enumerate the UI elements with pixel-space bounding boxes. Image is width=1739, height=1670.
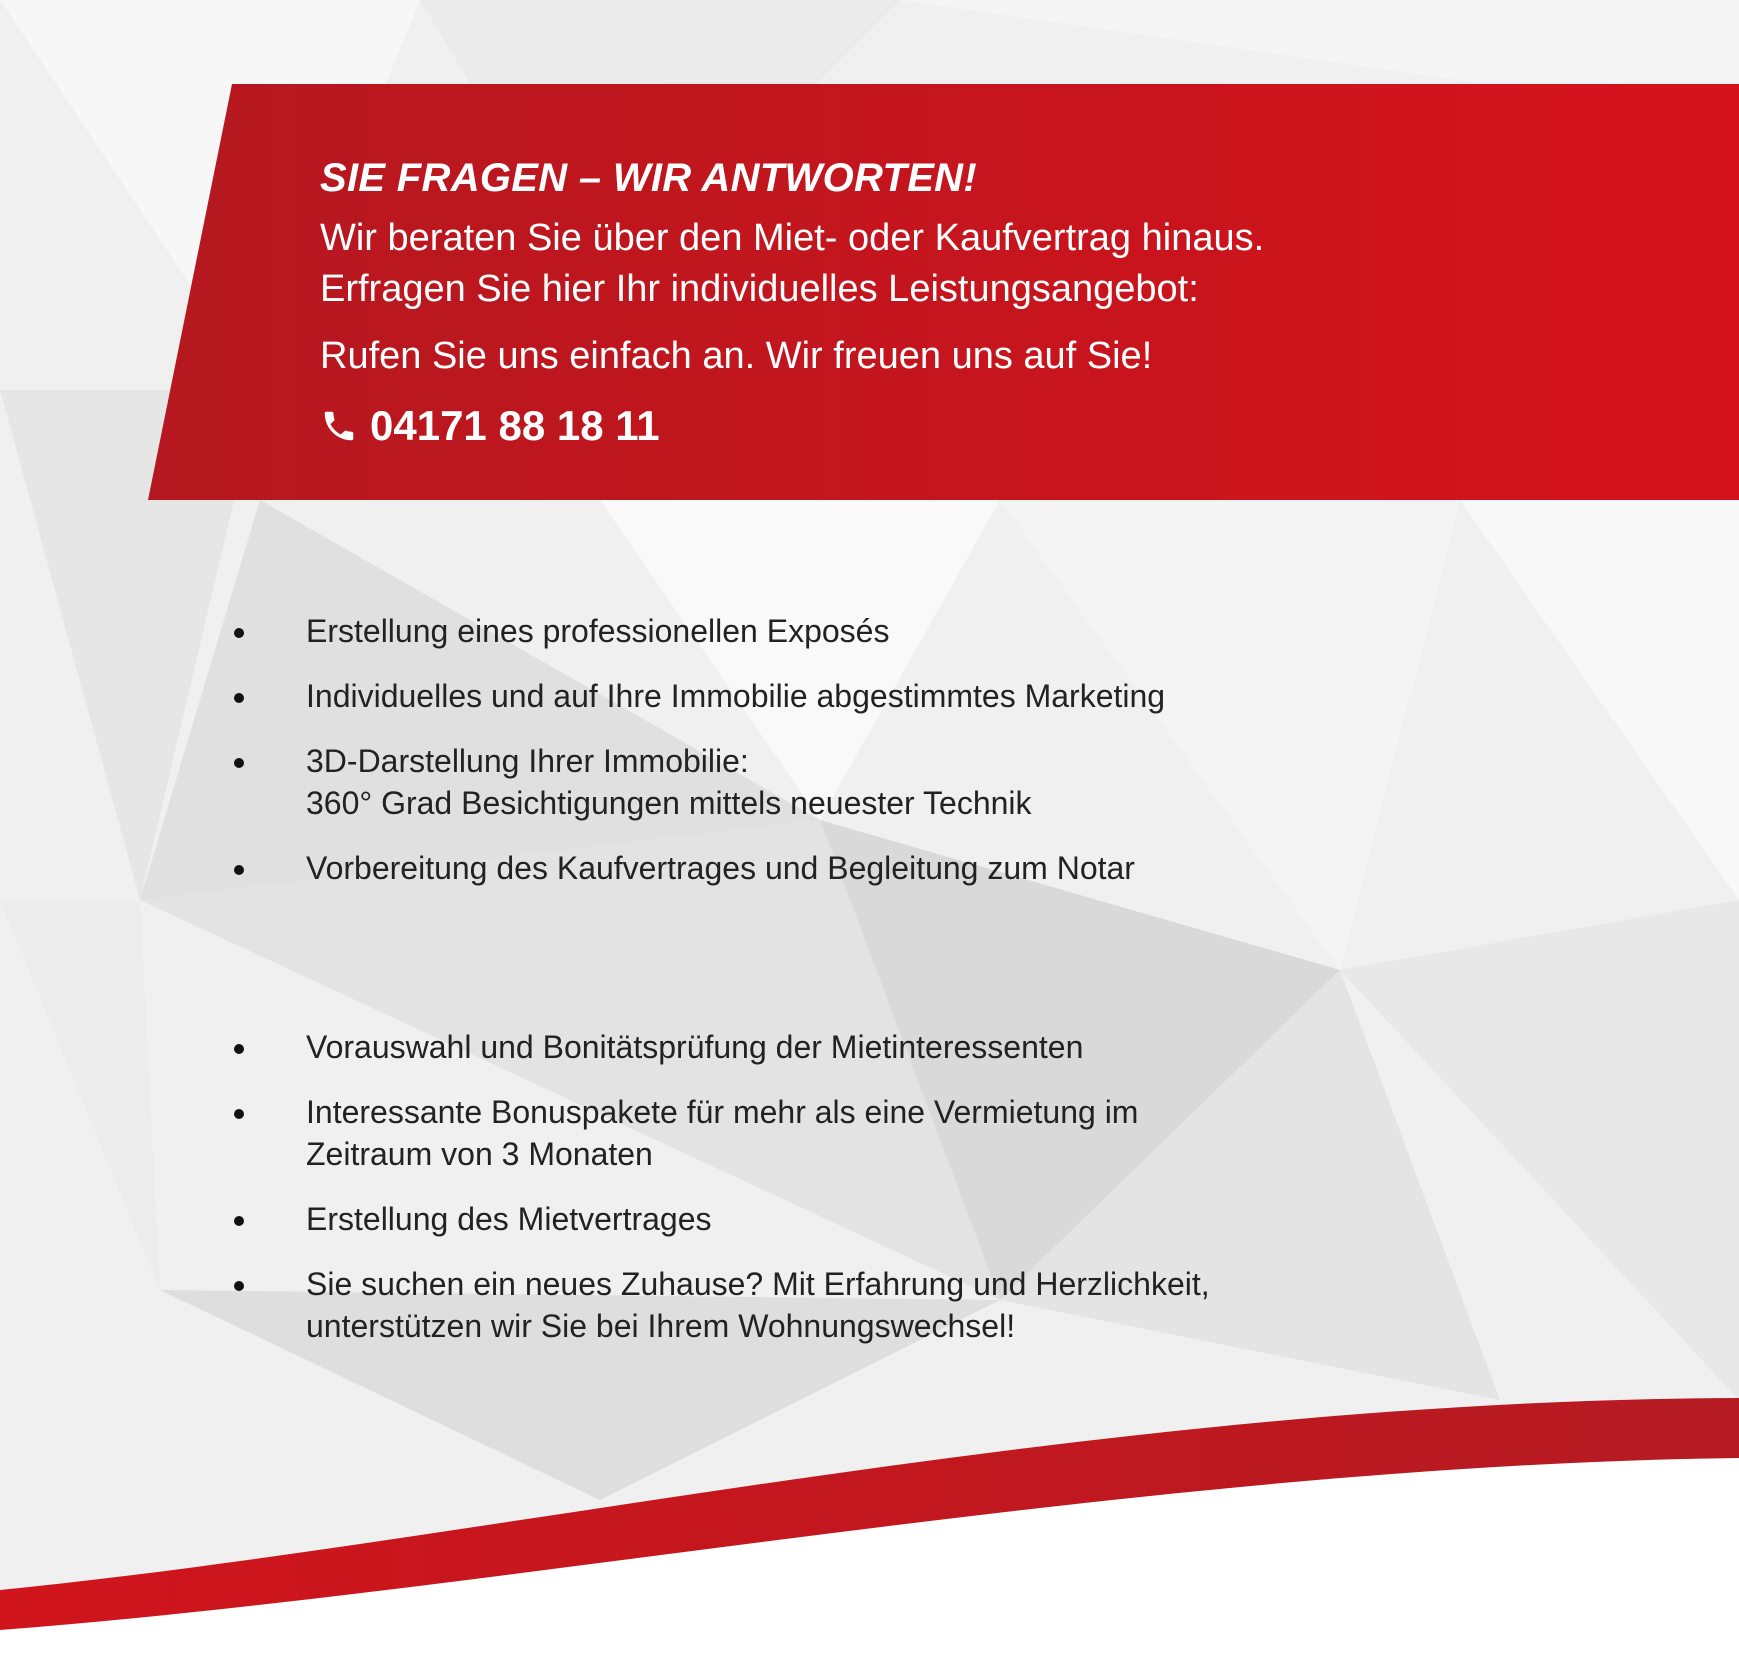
list-item [0,1263,1739,1347]
phone-number: 04171 88 18 11 [370,402,660,449]
phone-contact[interactable] [320,398,1700,454]
list-item [0,610,1739,652]
bullet-icon [234,1044,244,1054]
call-text: Rufen Sie uns einfach an. Wir freuen uns auf Sie! [320,335,1153,377]
list-item [0,675,1739,717]
bullet-icon [234,1216,244,1226]
bullet-icon [234,693,244,703]
banner-intro [320,213,1700,315]
list-item [0,1091,1739,1175]
list-item [0,1198,1739,1240]
list-item [0,847,1739,889]
banner-headline: SIE FRAGEN – WIR ANTWORTEN! [320,156,977,200]
list-item-line: Zeitraum von 3 Monaten [306,1136,653,1172]
list-item-line: 3D-Darstellung Ihrer Immobilie: [306,743,749,779]
bullet-icon [234,758,244,768]
list-item-line: Sie suchen ein neues Zuhause? Mit Erfahrung und Herzlichkeit, [306,1266,1210,1302]
list-item [0,1026,1739,1068]
sales-features-list [0,610,1739,912]
list-item-line: unterstützen wir Sie bei Ihrem Wohnungswechsel! [306,1308,1016,1344]
bullet-icon [234,628,244,638]
intro-line: Erfragen Sie hier Ihr individuelles Leistungsangebot: [320,268,1199,310]
list-item-line: Vorbereitung des Kaufvertrages und Begleitung zum Notar [306,850,1135,886]
list-item-line: Erstellung eines professionellen Exposés [306,613,890,649]
bullet-icon [234,865,244,875]
bottom-wave [0,1380,1739,1670]
list-item-line: Individuelles und auf Ihre Immobilie abgestimmtes Marketing [306,678,1166,714]
list-item-line: 360° Grad Besichtigungen mittels neuester Technik [306,785,1032,821]
list-item-line: Interessante Bonuspakete für mehr als eine Vermietung im [306,1094,1139,1130]
phone-icon [320,407,358,445]
bullet-icon [234,1281,244,1291]
intro-line: Wir beraten Sie über den Miet- oder Kaufvertrag hinaus. [320,217,1265,259]
list-item [0,740,1739,824]
banner-content [320,148,1700,454]
rental-features-list [0,1026,1739,1370]
list-item-line: Erstellung des Mietvertrages [306,1201,712,1237]
list-item-line: Vorauswahl und Bonitätsprüfung der Mietinteressenten [306,1029,1084,1065]
bullet-icon [234,1109,244,1119]
